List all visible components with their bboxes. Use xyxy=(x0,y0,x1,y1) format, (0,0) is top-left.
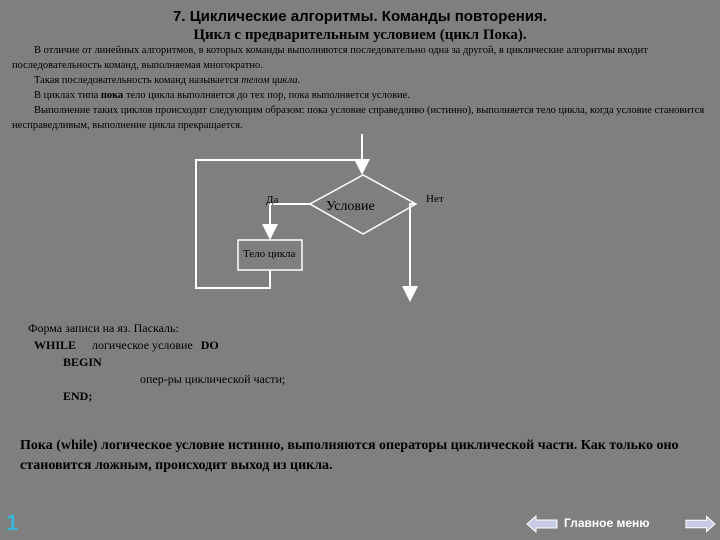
condition-label: Условие xyxy=(326,199,375,214)
syntax-body: опер-ры циклической части; xyxy=(140,372,286,386)
no-label: Нет xyxy=(426,193,444,205)
end-keyword: END; xyxy=(63,389,93,403)
pascal-syntax xyxy=(28,320,285,405)
loop-body-label: Тело цикла xyxy=(243,248,296,260)
intro-p3-text-a: В циклах типа xyxy=(34,90,101,101)
arrow-left-icon xyxy=(527,516,557,532)
yes-label: Да xyxy=(266,194,279,206)
intro-paragraph-4: Выполнение таких циклов происходит следующим образом: пока условие справедливо (истинно), выполняется тело цикла, когда условие становится несправедливым, выполнение цикла прекращается. xyxy=(12,105,705,131)
do-keyword: DO xyxy=(200,338,219,352)
syntax-header: Форма записи на яз. Паскаль: xyxy=(28,321,179,335)
intro-p3-keyword: пока xyxy=(100,90,124,101)
page-subtitle: Цикл с предварительным условием (цикл Пока). xyxy=(193,27,527,43)
page-title: 7. Циклические алгоритмы. Команды повторения. xyxy=(173,8,547,25)
menu-button[interactable] xyxy=(526,514,558,534)
intro-p3-text-b: тело цикла выполняется до тех пор, пока выполняется условие. xyxy=(123,90,410,101)
begin-keyword: BEGIN xyxy=(63,355,102,369)
no-branch-line xyxy=(410,204,416,300)
syntax-while-line xyxy=(28,337,285,354)
intro-paragraph-1: В отличие от линейных алгоритмов, в которых команды выполняются последовательно одна за другой, в циклические алгоритмы входит последовательность команд, выполняемая многократно. xyxy=(12,45,648,71)
syntax-condition: логическое условие xyxy=(92,338,193,352)
intro-p2-text: Такая последовательность команд называется xyxy=(34,75,242,86)
loop-back-line xyxy=(196,160,362,288)
main-menu-link[interactable]: Главное меню xyxy=(564,516,650,530)
intro-p2-emphasis: телом цикла. xyxy=(241,75,301,86)
page-number: 1 xyxy=(6,510,19,535)
summary-text: Пока (while) логическое условие истинно, выполняются операторы циклической части. Как только оно становится ложным, происходит выход из цикла. xyxy=(20,438,679,473)
next-button[interactable] xyxy=(684,514,716,534)
while-keyword: WHILE xyxy=(34,338,77,352)
arrow-right-icon xyxy=(686,516,715,531)
